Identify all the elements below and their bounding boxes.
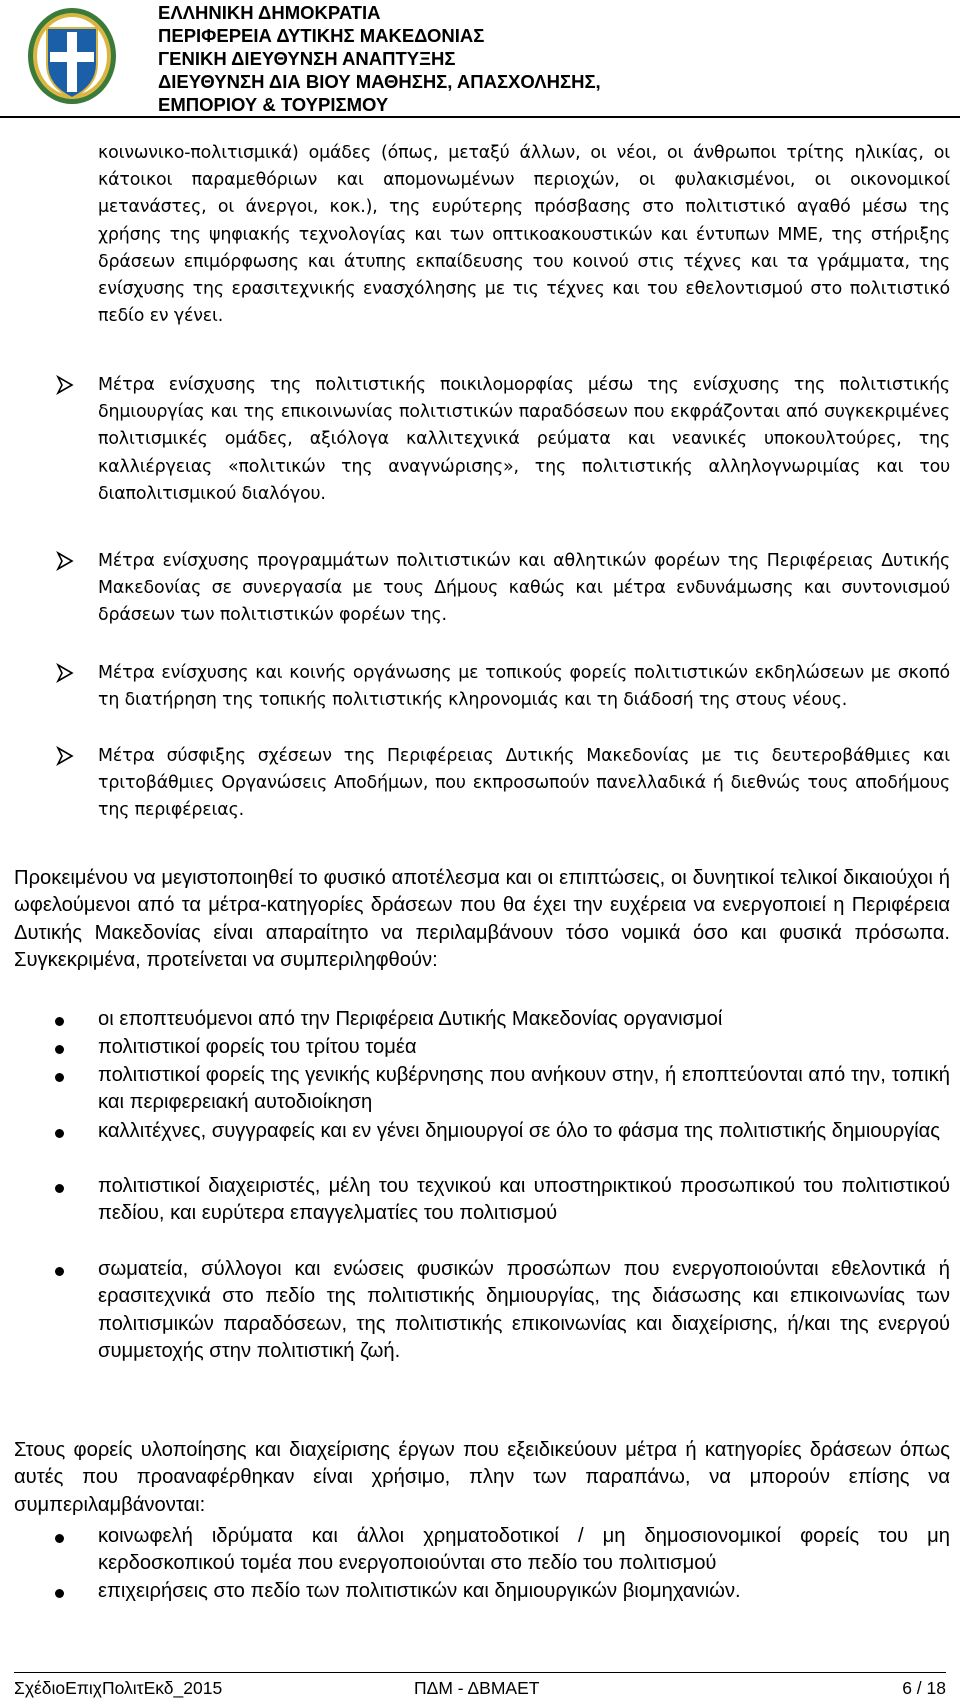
beneficiaries-intro: Προκειμένου να μεγιστοποιηθεί το φυσικό αποτέλεσμα και οι επιπτώσεις, οι δυνητικοί τελικοί δικαιούχοι ή ωφελούμενοι από τα μέτρα-κατηγορίες δράσεων που θα έχει την ευχέρεια να ενεργοποιεί η Περιφέρεια Δυτικής Μακεδονίας είναι απαραίτητο να περιλαμβάνουν τόσο νομικά όσο και φυσικά πρόσωπα. Συγκεκριμένα, προτείνεται να συμπεριληφθούν: xyxy=(14,867,950,971)
bullet-dot-icon xyxy=(55,1184,64,1193)
page-number: 6 / 18 xyxy=(902,1678,946,1698)
footer-divider xyxy=(14,1672,946,1673)
bullet-dot-icon xyxy=(55,1267,64,1276)
bullet-dot-icon xyxy=(55,1073,64,1082)
footer-document-name: ΣχέδιοΕπιχΠολιτΕκδ_2015 xyxy=(14,1678,223,1698)
header-divider xyxy=(0,116,960,118)
measure-text: Μέτρα ενίσχυσης και κοινής οργάνωσης με τοπικούς φορείς πολιτιστικών εκδηλώσεων με σκοπό τη διατήρηση της τοπικής πολιτιστικής κληρονομιάς και τη διάδοσή της στους νέους. xyxy=(98,663,950,711)
arrow-bullet-icon xyxy=(55,663,75,683)
bullet-dot-icon xyxy=(55,1589,64,1598)
arrow-bullet-icon xyxy=(55,746,75,766)
bullet-dot-icon xyxy=(55,1129,64,1138)
implementer-text: επιχειρήσεις στο πεδίο των πολιτιστικών και δημιουργικών βιομηχανιών. xyxy=(98,1580,741,1602)
header-line: ΓΕΝΙΚΗ ΔΙΕΥΘΥΝΣΗ ΑΝΑΠΤΥΞΗΣ xyxy=(158,48,456,69)
continuation-paragraph: κοινωνικο-πολιτισμικά) ομάδες (όπως, μεταξύ άλλων, οι νέοι, οι άνθρωποι τρίτης ηλικίας, οι κάτοικοι παραμεθόριων και απομονωμένων περιοχών, οι φυλακισμένοι, οι οικονομικοί μετανάστες, οι άνεργοι, κοκ.), της ευρύτερης πρόσβασης στο πολιτιστικό αγαθό μέσω της χρήσης της ψηφιακής τεχνολογίας και των οπτικοακουστικών και έντυπων ΜΜΕ, της στήριξης δράσεων επιμόρφωσης και άτυπης εκπαίδευσης του κοινού στις τέχνες και τα γράμματα, της ενίσχυσης της ερασιτεχνικής ενασχόλησης με τις τέχνες και του εθελοντισμού στο πολιτιστικό πεδίο εν γένει. xyxy=(98,143,950,327)
beneficiary-text: πολιτιστικοί διαχειριστές, μέλη του τεχνικού και υποστηρικτικού προσωπικού του πολιτιστικού πεδίου, και ευρύτερα επαγγελματίες του πολιτισμού xyxy=(98,1175,950,1225)
issuing-authority xyxy=(158,1,601,116)
bullet-dot-icon xyxy=(55,1045,64,1054)
implementer-text: κοινωφελή ιδρύματα και άλλοι χρηματοδοτικοί / μη δημοσιονομικοί φορείς του μη κερδοσκοπικού τομέα που ενεργοποιούνται στο πεδίο του πολιτισμού xyxy=(98,1525,950,1575)
measure-text: Μέτρα σύσφιξης σχέσεων της Περιφέρειας Δυτικής Μακεδονίας με τις δευτεροβάθμιες και τριτοβάθμιες Οργανώσεις Αποδήμων, που εκπροσωπούν πανελλαδικά ή διεθνώς τους αποδήμους της περιφέρειας. xyxy=(98,746,950,821)
beneficiary-text: πολιτιστικοί φορείς του τρίτου τομέα xyxy=(98,1036,417,1058)
greek-coat-of-arms-icon xyxy=(26,6,118,106)
header-line: ΔΙΕΥΘΥΝΣΗ ΔΙΑ ΒΙΟΥ ΜΑΘΗΣΗΣ, ΑΠΑΣΧΟΛΗΣΗΣ, xyxy=(158,71,601,92)
implementers-intro: Στους φορείς υλοποίησης και διαχείρισης έργων που εξειδικεύουν μέτρα ή κατηγορίες δράσεων όπως αυτές που προαναφέρθηκαν είναι χρήσιμο, πλην των παραπάνω, να μπορούν επίσης να συμπεριλαμβάνονται: xyxy=(14,1439,950,1516)
beneficiary-text: σωματεία, σύλλογοι και ενώσεις φυσικών προσώπων που ενεργοποιούνται εθελοντικά ή ερασιτεχνικά στο πεδίο της πολιτιστικής δημιουργίας, της διάσωσης και επικοινωνίας των πολιτισμικών παραδόσεων, της πολιτιστικής επικοινωνίας και διαχείρισης, ή/και της ενεργού συμμετοχής στην πολιτιστική ζωή. xyxy=(98,1258,950,1362)
measure-text: Μέτρα ενίσχυσης προγραμμάτων πολιτιστικών και αθλητικών φορέων της Περιφέρειας Δυτικής Μακεδονίας σε συνεργασία με τους Δήμους καθώς και μέτρα ενδυνάμωσης και συντονισμού δράσεων των πολιτιστικών φορέων της. xyxy=(98,551,950,626)
header-line: ΕΛΛΗΝΙΚΗ ΔΗΜΟΚΡΑΤΙΑ xyxy=(158,2,381,23)
beneficiary-text: οι εποπτευόμενοι από την Περιφέρεια Δυτικής Μακεδονίας οργανισμοί xyxy=(98,1008,723,1030)
footer-department: ΠΔΜ - ΔΒΜΑΕΤ xyxy=(414,1678,540,1698)
arrow-bullet-icon xyxy=(55,551,75,571)
bullet-dot-icon xyxy=(55,1534,64,1543)
beneficiary-text: καλλιτέχνες, συγγραφείς και εν γένει δημιουργοί σε όλο το φάσμα της πολιτιστικής δημιουργίας xyxy=(98,1120,941,1142)
measure-text: Μέτρα ενίσχυσης της πολιτιστικής ποικιλομορφίας μέσω της ενίσχυσης της πολιτιστικής δημιουργίας και της επικοινωνίας πολιτιστικών παραδόσεων που εκφράζονται από συγκεκριμένες πολιτισμικές ομάδες, αξιόλογα καλλιτεχνικά ρεύματα και νεανικές υποκουλτούρες, της καλλιέργειας «πολιτικών της αναγνώρισης», της πολιτιστικής αλληλογνωριμίας και του διαπολιτισμικού διαλόγου. xyxy=(98,375,950,504)
page-header xyxy=(0,0,960,118)
bullet-dot-icon xyxy=(55,1017,64,1026)
arrow-bullet-icon xyxy=(55,375,75,395)
beneficiary-text: πολιτιστικοί φορείς της γενικής κυβέρνησης που ανήκουν στην, ή εποπτεύονται από την, τοπική και περιφερειακή αυτοδιοίκηση xyxy=(98,1064,950,1114)
header-line: ΠΕΡΙΦΕΡΕΙΑ ΔΥΤΙΚΗΣ ΜΑΚΕΔΟΝΙΑΣ xyxy=(158,25,485,46)
header-line: ΕΜΠΟΡΙΟΥ & ΤΟΥΡΙΣΜΟΥ xyxy=(158,94,389,115)
